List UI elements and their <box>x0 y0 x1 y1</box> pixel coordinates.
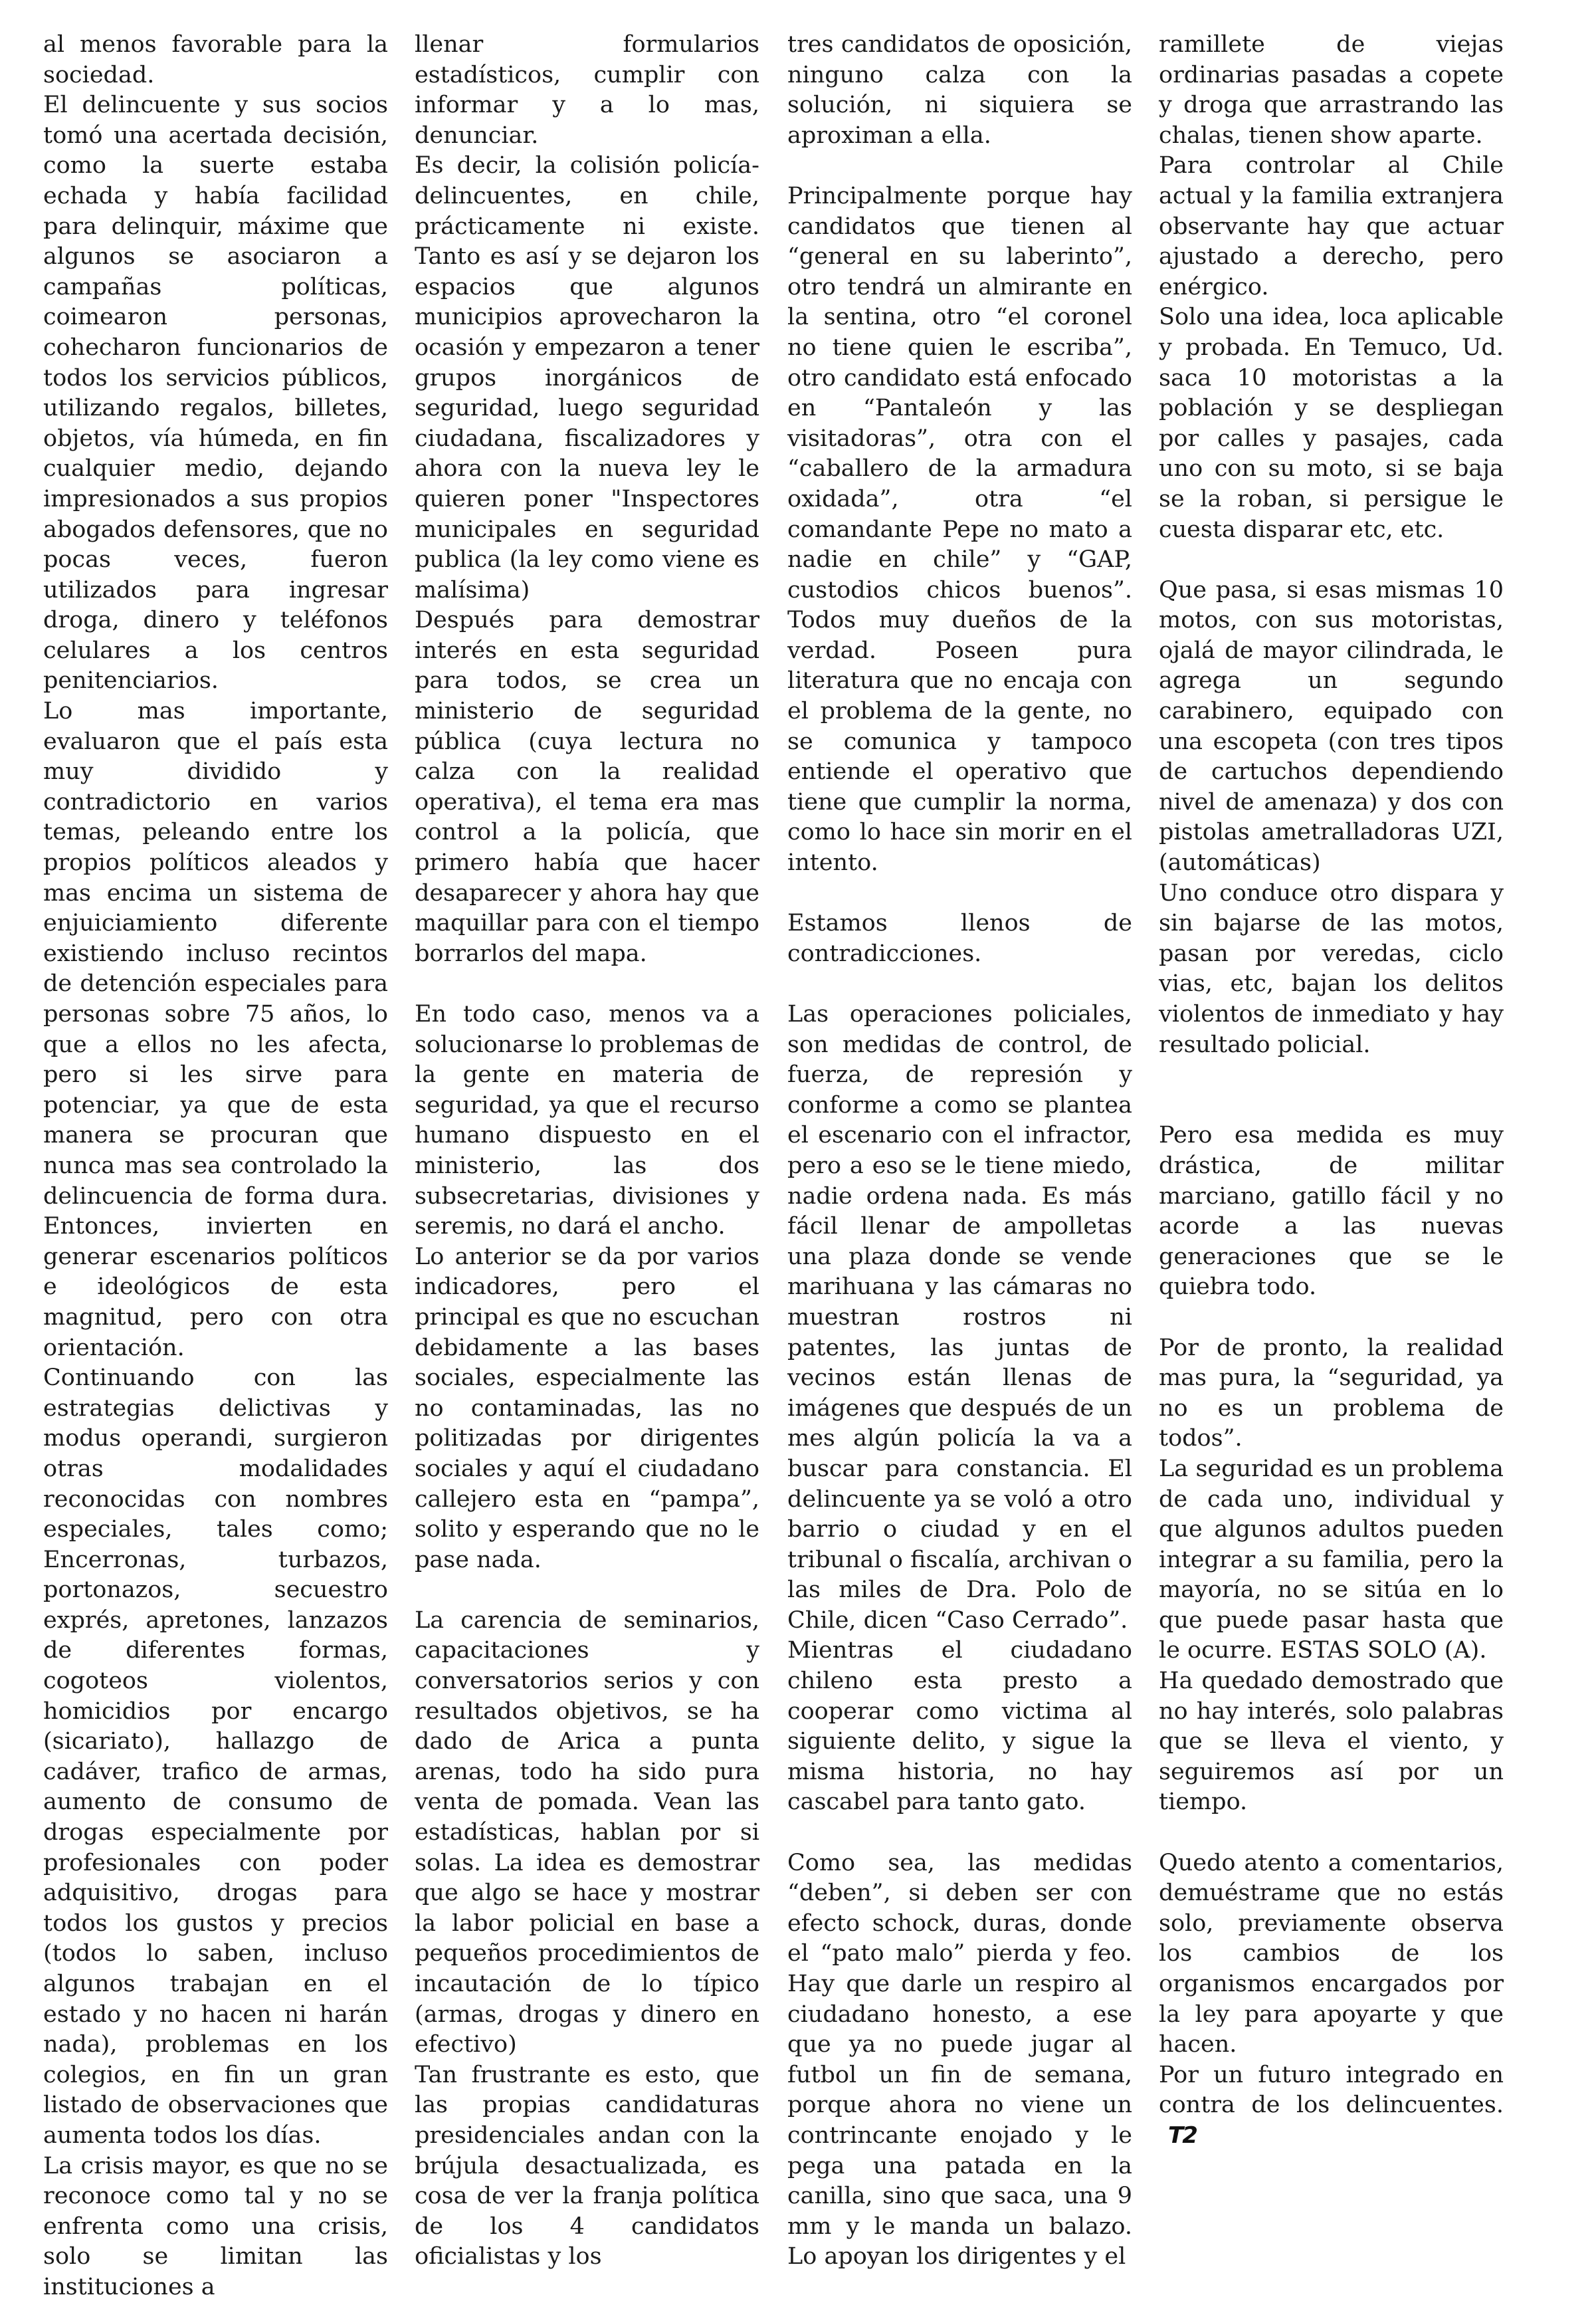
paragraph: Por de pronto, la realidad mas pura, la “seguridad, ya no es un problema de todos”. <box>1159 1334 1504 1452</box>
closing-paragraph <box>1159 2060 1504 2151</box>
paragraph: Pero esa medida es muy drástica, de militar marciano, gatillo fácil y no acorde a las nuevas generaciones que se le quiebra todo. <box>1159 1122 1504 1301</box>
paragraph: Las operaciones policiales, son medidas de control, de fuerza, de represión y conforme a como se plantea el escenario con el infractor, pero a eso se le tiene miedo, nadie ordena nada. Es más fácil llenar de ampolletas una plaza donde se vende marihuana y las cámaras no muestran rostros ni patentes, las juntas de vecinos están llenas de imágenes que después de un mes algún policía la va a buscar para constancia. El delincuente ya se voló a otro barrio o ciudad y en el tribunal o fiscalía, archivan o las miles de Dra. Polo de Chile, dicen “Caso Cerrado”. <box>787 1001 1132 1634</box>
paragraph: La seguridad es un problema de cada uno, individual y que algunos adultos pueden integrar a su familia, pero la mayoría, no se sitúa en lo que puede pasar hasta que le ocurre. ESTAS SOLO (A). <box>1159 1455 1504 1664</box>
paragraph: Es decir, la colisión policía-delincuentes, en chile, prácticamente ni existe. Tanto es así y se dejaron los espacios que algunos municipios aprovecharon la ocasión y empezaron a tener grupos inorgánicos de seguridad, luego seguridad ciudadana, fiscalizadores y ahora con la nueva ley le quieren poner "Inspectores municipales en seguridad publica (la ley como viene es malísima) <box>415 152 759 603</box>
paragraph: La crisis mayor, es que no se reconoce como tal y no se enfrenta como una crisis, solo se limitan las instituciones a <box>43 2152 388 2300</box>
paragraph-text: Por un futuro integrado en contra de los delincuentes. <box>1159 2061 1504 2119</box>
paragraph: Estamos llenos de contradicciones. <box>787 910 1132 967</box>
paragraph: Para controlar al Chile actual y la familia extranjera observante hay que actuar ajustado a derecho, pero enérgico. <box>1159 152 1504 300</box>
article-column-4 <box>1159 30 1504 2151</box>
paragraph: ramillete de viejas ordinarias pasadas a copete y droga que arrastrando las chalas, tienen show aparte. <box>1159 31 1504 149</box>
paragraph: El delincuente y sus socios tomó una acertada decisión, como la suerte estaba echada y había facilidad para delinquir, máxime que algunos se asociaron a campañas políticas, coimearon personas, cohecharon funcionarios de todos los servicios públicos, utilizando regalos, billetes, objetos, vía húmeda, en fin cualquier medio, dejando impresionados a sus propios abogados defensores, que no pocas veces, fueron utilizados para ingresar droga, dinero y teléfonos celulares a los centros penitenciarios. <box>43 92 388 695</box>
paragraph: al menos favorable para la sociedad. <box>43 31 388 88</box>
paragraph: Principalmente porque hay candidatos que tienen al “general en su laberinto”, otro tendrá un almirante en la sentina, otro “el coronel no tiene quien le escriba”, otro candidato está enfocado en “Pantaleón y las visitadoras”, otra con el “caballero de la armadura oxidada”, otra “el comandante Pepe no mato a nadie en chile” y “GAP, custodios chicos buenos”. Todos muy dueños de la verdad. Poseen pura literatura que no encaja con el problema de la gente, no se comunica y tampoco entiende el operativo que tiene que cumplir la norma, como lo hace sin morir en el intento. <box>787 182 1132 877</box>
paragraph: Lo mas importante, evaluaron que el país esta muy dividido y contradictorio en varios temas, peleando entre los propios políticos aleados y mas encima un sistema de enjuiciamiento diferente existiendo incluso recintos de detención especiales para personas sobre 75 años, lo que a ellos no les afecta, pero si les sirve para potenciar, ya que de esta manera se procuran que nunca mas sea controlado la delincuencia de forma dura. Entonces, invierten en generar escenarios políticos e ideológicos de esta magnitud, pero con otra orientación. <box>43 698 388 1361</box>
paragraph: Continuando con las estrategias delictivas y modus operandi, surgieron otras modalidades reconocidas con nombres especiales, tales como; Encerronas, turbazos, portonazos, secuestro exprés, apretones, lanzazos de diferentes formas, cogoteos violentos, homicidios por encargo (sicariato), hallazgo de cadáver, trafico de armas, aumento de consumo de drogas especialmente por profesionales con poder adquisitivo, drogas para todos los gustos y precios (todos lo saben, incluso algunos trabajan en el estado y no hacen ni harán nada), problemas en los colegios, en fin un gran listado de observaciones que aumenta todos los días. <box>43 1365 388 2149</box>
paragraph: En todo caso, menos va a solucionarse lo problemas de la gente en materia de seguridad, ya que el recurso humano dispuesto en el ministerio, las dos subsecretarias, divisiones y seremis, no dará el ancho. <box>415 1001 759 1240</box>
paragraph: Ha quedado demostrado que no hay interés, solo palabras que se lleva el viento, y seguiremos así por un tiempo. <box>1159 1668 1504 1816</box>
article-column-3 <box>787 30 1132 2272</box>
paragraph: Quedo atento a comentarios, demuéstrame que no estás solo, previamente observa los cambios de los organismos encargados por la ley para apoyarte y que hacen. <box>1159 1849 1504 2058</box>
end-mark-logo: T2 <box>1168 2122 1197 2149</box>
paragraph: Que pasa, si esas mismas 10 motos, con sus motoristas, ojalá de mayor cilindrada, le agrega un segundo carabinero, equipado con una escopeta (con tres tipos de cartuchos dependiendo nivel de amenaza) y dos con pistolas ametralladoras UZI, (automáticas) <box>1159 576 1504 877</box>
article-column-2 <box>415 30 759 2272</box>
paragraph: Tan frustrante es esto, que las propias candidaturas presidenciales andan con la brújula desactualizada, es cosa de ver la franja política de los 4 candidatos oficialistas y los <box>415 2061 759 2270</box>
paragraph: Solo una idea, loca aplicable y probada. En Temuco, Ud. saca 10 motoristas a la población y se despliegan por calles y pasajes, cada uno con su moto, si se baja se la roban, si persigue le cuesta disparar etc, etc. <box>1159 304 1504 543</box>
paragraph: Después para demostrar interés en esta seguridad para todos, se crea un ministerio de seguridad pública (cuya lectura no calza con la realidad operativa), el tema era mas control a la policía, que primero había que hacer desaparecer y ahora hay que maquillar para con el tiempo borrarlos del mapa. <box>415 607 759 967</box>
paragraph: Mientras el ciudadano chileno esta presto a cooperar como victima al siguiente delito, y sigue la misma historia, no hay cascabel para tanto gato. <box>787 1637 1132 1816</box>
paragraph: Como sea, las medidas “deben”, si deben ser con efecto schock, duras, donde el “pato malo” pierda y feo. Hay que darle un respiro al ciudadano honesto, a ese que ya no puede jugar al futbol un fin de semana, porque ahora no viene un contrincante enojado y le pega una patada en la canilla, sino que saca, una 9 mm y le manda un balazo. Lo apoyan los dirigentes y el <box>787 1849 1132 2270</box>
paragraph: llenar formularios estadísticos, cumplir con informar y a lo mas, denunciar. <box>415 31 759 149</box>
paragraph: La carencia de seminarios, capacitaciones y conversatorios serios y con resultados objetivos, se ha dado de Arica a punta arenas, todo ha sido pura venta de pomada. Vean las estadísticas, hablan por si solas. La idea es demostrar que algo se hace y mostrar la labor policial en base a pequeños procedimientos de incautación de lo típico (armas, drogas y dinero en efectivo) <box>415 1606 759 2058</box>
paragraph: tres candidatos de oposición, ninguno calza con la solución, ni siquiera se aproximan a ella. <box>787 31 1132 149</box>
paragraph: Lo anterior se da por varios indicadores, pero el principal es que no escuchan debidamente a las bases sociales, especialmente las no contaminadas, las no politizadas por dirigentes sociales y aquí el ciudadano callejero esta en “pampa”, solito y esperando que no le pase nada. <box>415 1243 759 1573</box>
paragraph: Uno conduce otro dispara y sin bajarse de las motos, pasan por veredas, ciclo vias, etc, bajan los delitos violentos de inmediato y hay resultado policial. <box>1159 879 1504 1058</box>
article-column-1 <box>43 30 388 2303</box>
